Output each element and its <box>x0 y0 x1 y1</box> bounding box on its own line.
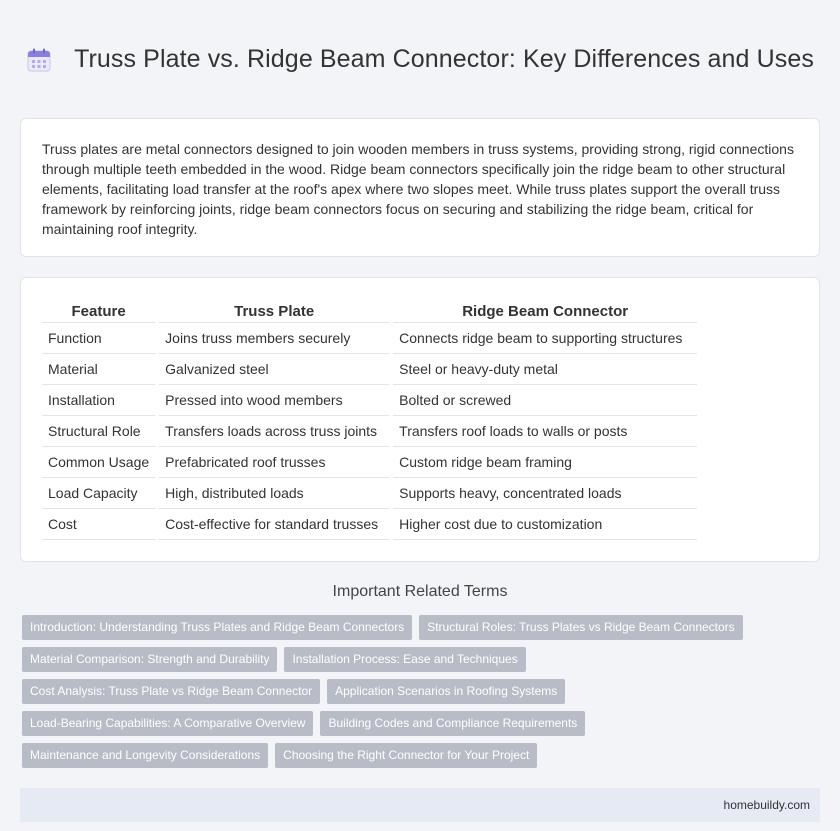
table-header-row <box>42 299 697 323</box>
page-title: Truss Plate vs. Ridge Beam Connector: Key Differences and Uses <box>74 44 814 73</box>
related-term-tag[interactable]: Material Comparison: Strength and Durability <box>22 647 277 672</box>
page-header <box>0 0 840 118</box>
header-truss-plate: Truss Plate <box>159 299 389 323</box>
table-cell: High, distributed loads <box>159 478 389 509</box>
related-terms-list <box>22 615 818 775</box>
table-cell: Connects ridge beam to supporting structures <box>393 323 697 354</box>
table-row <box>42 447 697 478</box>
table-row <box>42 509 697 540</box>
comparison-table <box>38 299 701 540</box>
related-terms-heading: Important Related Terms <box>332 583 508 600</box>
intro-paragraph: Truss plates are metal connectors designed to join wooden members in truss systems, providing strong, rigid connections through multiple teeth embedded in the wood. Ridge beam connectors specifically join the ridge beam to other structural elements, facilitating load transfer at the roof's apex where two slopes meet. While truss plates support the overall truss framework by reinforcing joints, ridge beam connectors focus on securing and stabilizing the ridge beam, critical for maintaining roof integrity. <box>42 141 794 237</box>
table-row <box>42 416 697 447</box>
table-cell: Higher cost due to customization <box>393 509 697 540</box>
related-term-tag[interactable]: Maintenance and Longevity Considerations <box>22 743 268 768</box>
table-cell: Transfers roof loads to walls or posts <box>393 416 697 447</box>
table-cell: Pressed into wood members <box>159 385 389 416</box>
table-cell: Structural Role <box>42 416 155 447</box>
table-row <box>42 385 697 416</box>
table-cell: Supports heavy, concentrated loads <box>393 478 697 509</box>
table-cell: Installation <box>42 385 155 416</box>
header-feature: Feature <box>42 299 155 323</box>
table-row <box>42 354 697 385</box>
table-cell: Cost <box>42 509 155 540</box>
table-cell: Joins truss members securely <box>159 323 389 354</box>
related-term-tag[interactable]: Cost Analysis: Truss Plate vs Ridge Beam Connector <box>22 679 320 704</box>
footer <box>20 788 820 822</box>
table-row <box>42 323 697 354</box>
table-cell: Common Usage <box>42 447 155 478</box>
intro-card <box>20 118 820 257</box>
table-cell: Load Capacity <box>42 478 155 509</box>
comparison-card <box>20 277 820 562</box>
related-term-tag[interactable]: Installation Process: Ease and Techniques <box>284 647 525 672</box>
table-cell: Material <box>42 354 155 385</box>
table-cell: Function <box>42 323 155 354</box>
related-term-tag[interactable]: Introduction: Understanding Truss Plates and Ridge Beam Connectors <box>22 615 412 640</box>
table-cell: Custom ridge beam framing <box>393 447 697 478</box>
table-cell: Steel or heavy-duty metal <box>393 354 697 385</box>
related-term-tag[interactable]: Building Codes and Compliance Requirements <box>320 711 585 736</box>
related-term-tag[interactable]: Structural Roles: Truss Plates vs Ridge Beam Connectors <box>419 615 742 640</box>
calendar-icon <box>26 47 52 73</box>
table-cell: Galvanized steel <box>159 354 389 385</box>
table-row <box>42 478 697 509</box>
table-cell: Cost-effective for standard trusses <box>159 509 389 540</box>
table-cell: Bolted or screwed <box>393 385 697 416</box>
table-cell: Prefabricated roof trusses <box>159 447 389 478</box>
related-term-tag[interactable]: Choosing the Right Connector for Your Project <box>275 743 537 768</box>
footer-site-link[interactable]: homebuildy.com <box>723 798 810 812</box>
related-term-tag[interactable]: Load-Bearing Capabilities: A Comparative Overview <box>22 711 313 736</box>
header-ridge-beam-connector: Ridge Beam Connector <box>393 299 697 323</box>
table-cell: Transfers loads across truss joints <box>159 416 389 447</box>
related-term-tag[interactable]: Application Scenarios in Roofing Systems <box>327 679 565 704</box>
